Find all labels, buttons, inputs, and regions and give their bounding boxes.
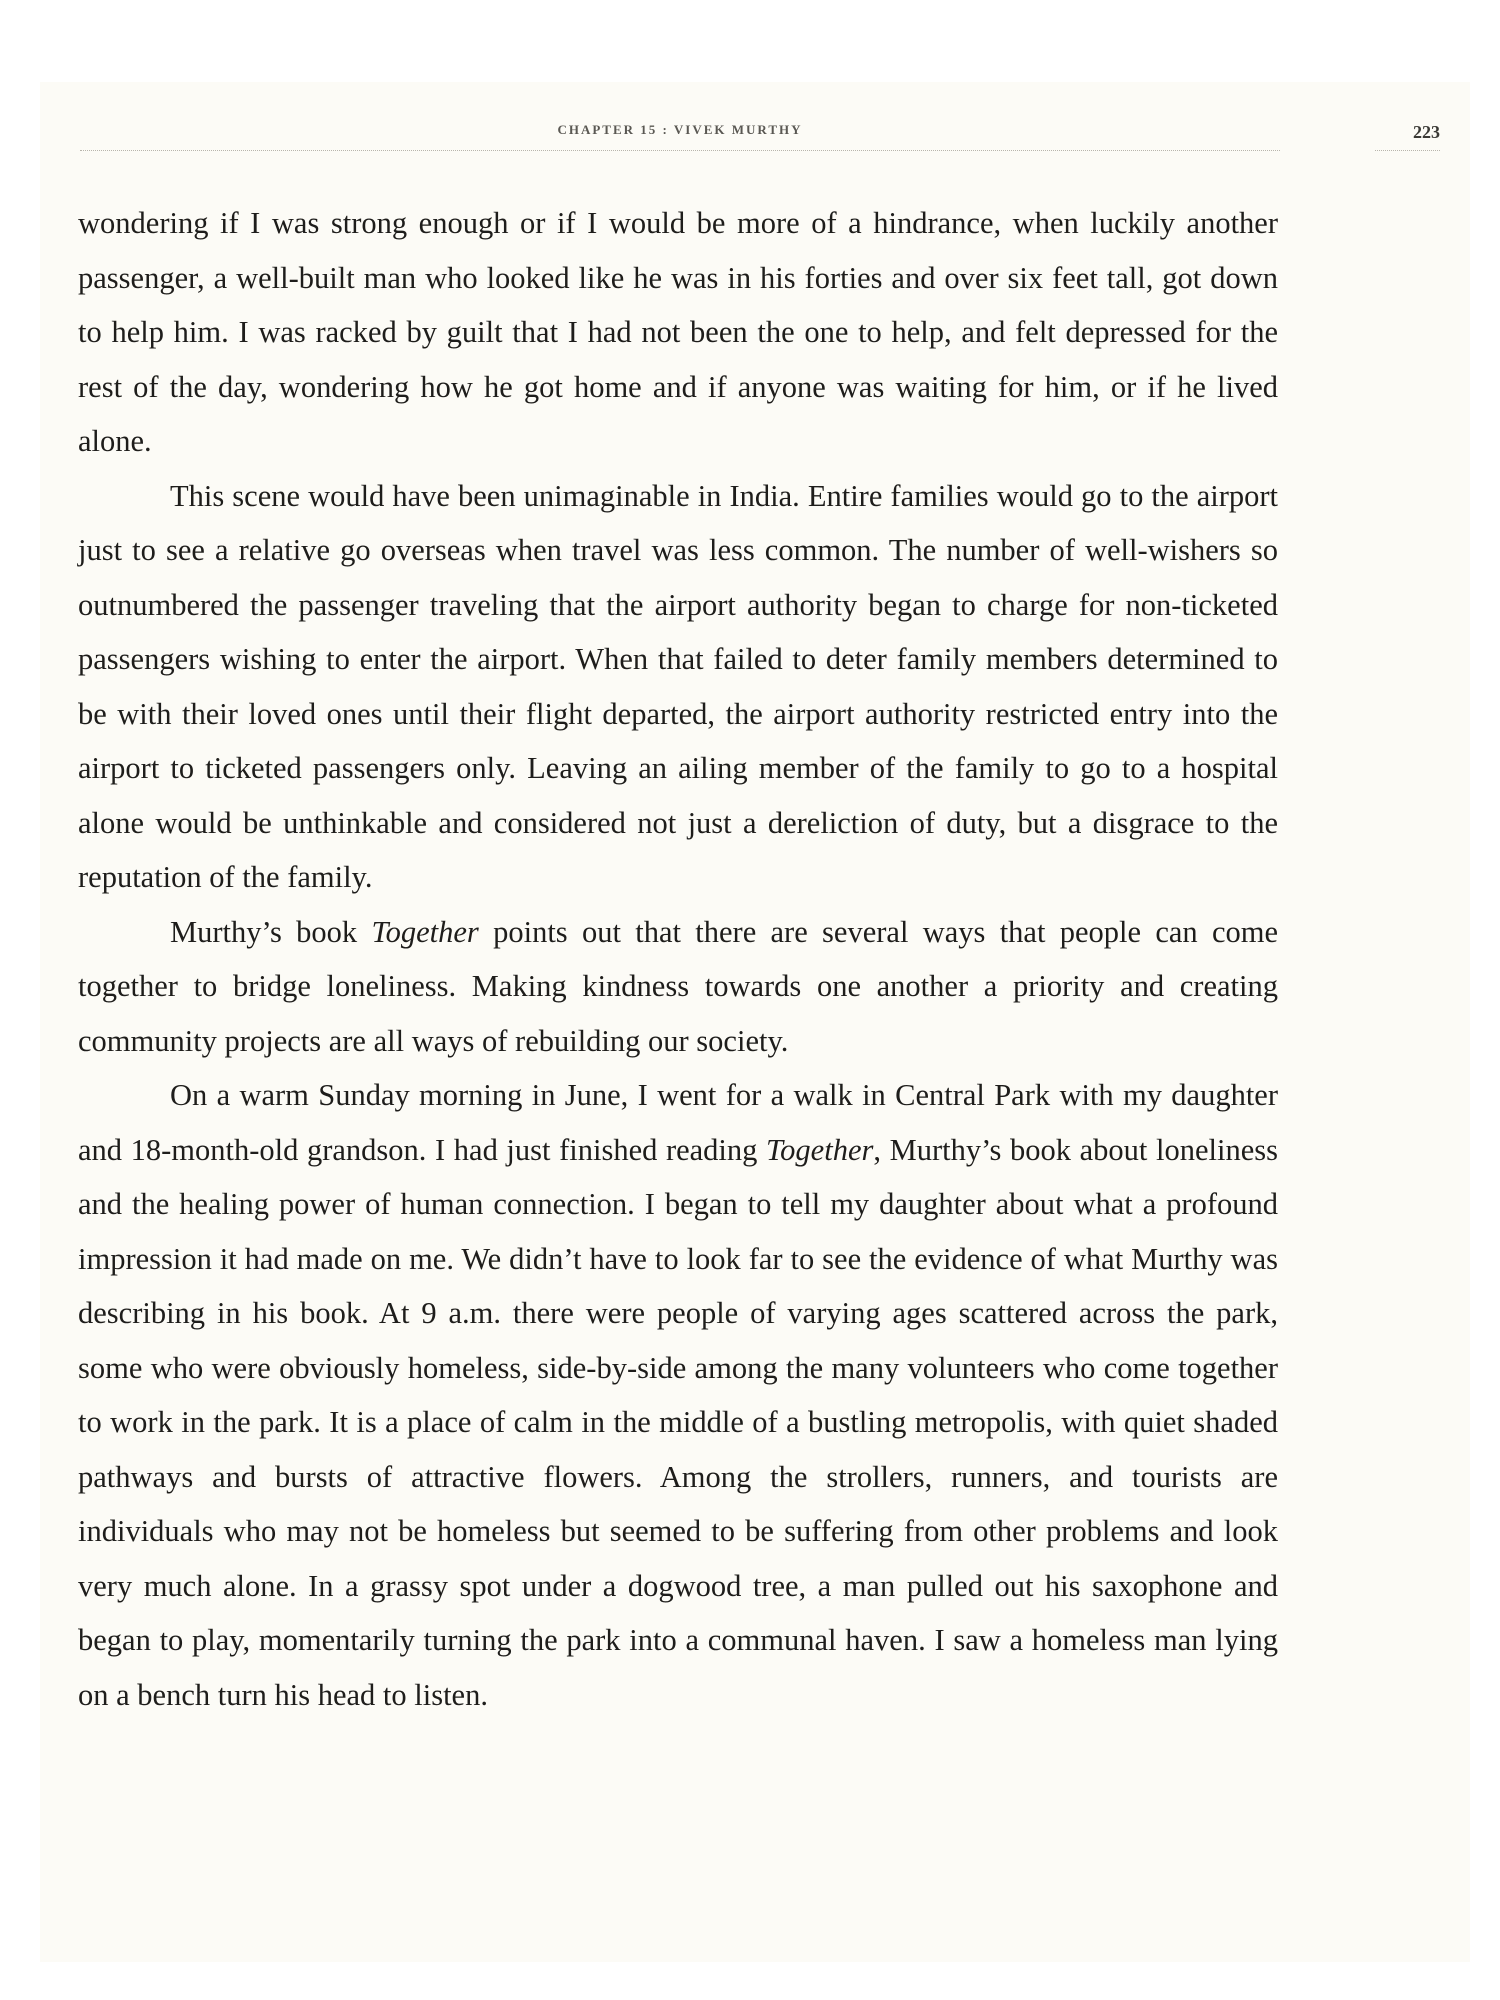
paragraph-india: This scene would have been unimaginable in India. Entire families would go to the airport just to see a relative go overseas when travel was less common. The number of well-wishers so outnumbered the passenger traveling that the airport authority began to charge for non-ticketed passengers wishing to enter the airport. When that failed to deter family members determined to be with their loved ones until their flight departed, the airport authority restricted entry into the airport to ticketed passengers only. Leaving an ailing member of the family to go to a hospital alone would be unthinkable and considered not just a dereliction of duty, but a disgrace to the reputation of the family. bbox=[78, 478, 1278, 894]
book-title-italic: Together bbox=[766, 1132, 874, 1167]
text-run: points out that there are several ways that people can come together to bridge loneliness. Making kindness towards one another a priority and creating community projects are all ways of rebuilding our society. bbox=[78, 914, 1279, 1058]
book-title-italic: Together bbox=[371, 914, 479, 949]
page-number-area bbox=[1375, 120, 1440, 151]
body-text bbox=[78, 196, 1278, 1722]
text-run: On a warm Sunday morning in June, I went for a walk in Central Park with my daughter and 18-month-old grandson. I had just finished reading bbox=[78, 1078, 1278, 1167]
paragraph-continued: wondering if I was strong enough or if I would be more of a hindrance, when luckily another passenger, a well-built man who looked like he was in his forties and over six feet tall, got down to help him. I was racked by guilt that I had not been the one to help, and felt depressed for the rest of the day, wondering how he got home and if anyone was waiting for him, or if he lived alone. bbox=[78, 206, 1278, 458]
paragraph-central-park bbox=[78, 1068, 1278, 1722]
paragraph-together bbox=[78, 905, 1278, 1069]
page-number: 223 bbox=[1413, 122, 1440, 142]
chapter-title: CHAPTER 15 : VIVEK MURTHY bbox=[557, 122, 803, 137]
text-run: Murthy’s book bbox=[170, 914, 372, 949]
running-head bbox=[80, 120, 1280, 151]
text-run: , Murthy’s book about loneliness and the healing power of human connection. I began to tell my daughter about what a profound impression it had made on me. We didn’t have to look far to see the evidence of what Murthy was describing in his book. At 9 a.m. there were people of varying ages scattered across the park, some who were obviously homeless, side-by-side among the many volunteers who come together to work in the park. It is a place of calm in the middle of a bustling metropolis, with quiet shaded pathways and bursts of attractive flowers. Among the strollers, runners, and tourists are individuals who may not be homeless but seemed to be suffering from other problems and look very much alone. In a grassy spot under a dogwood tree, a man pulled out his saxophone and began to play, momentarily turning the park into a communal haven. I saw a homeless man lying on a bench turn his head to listen. bbox=[78, 1132, 1278, 1712]
